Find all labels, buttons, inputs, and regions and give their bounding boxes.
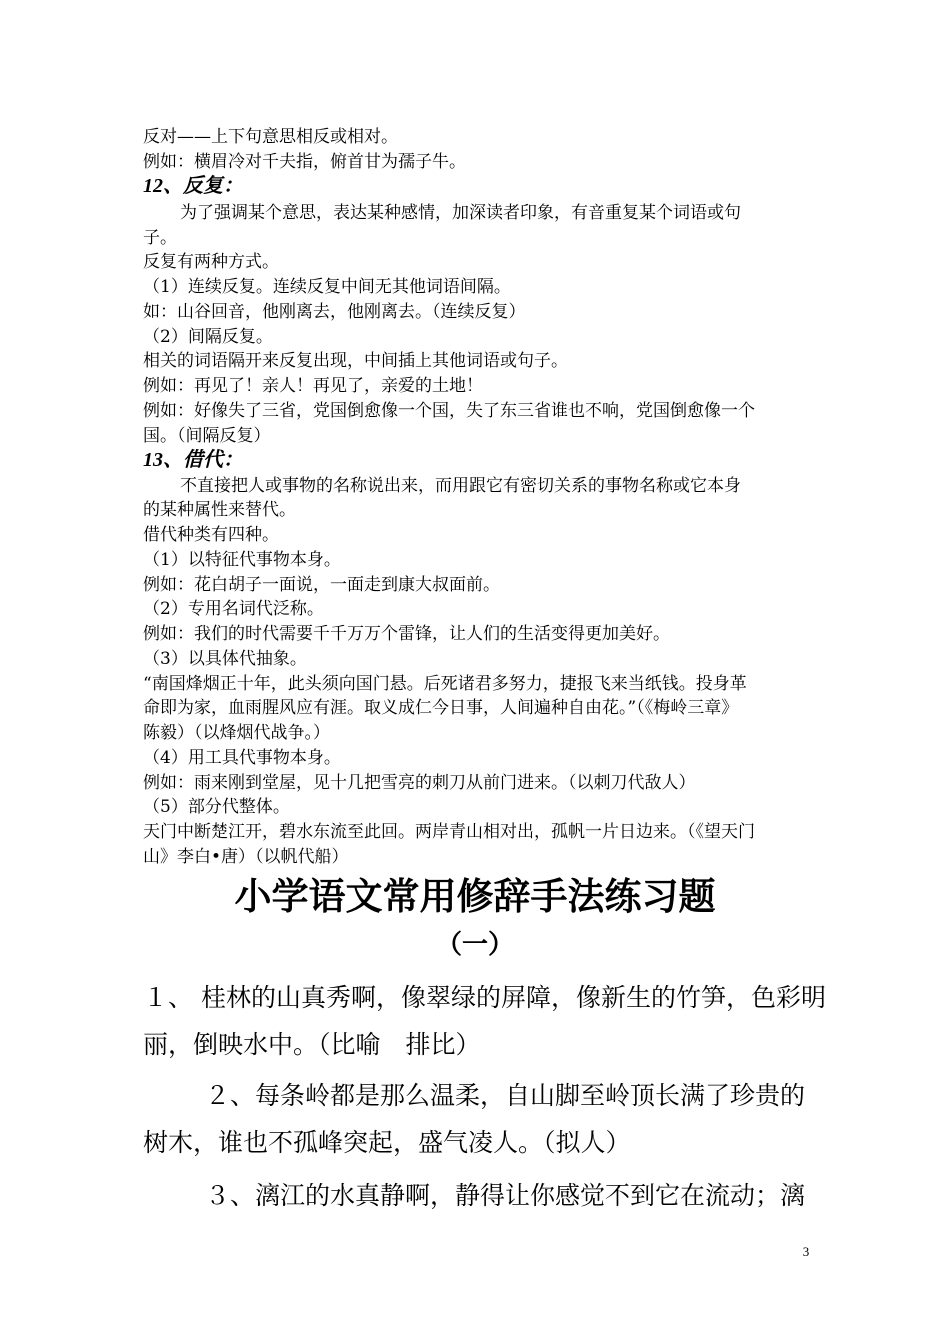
text-line: 相关的词语隔开来反复出现，中间插上其他词语或句子。 (143, 351, 568, 371)
text-line: 陈毅）（以烽烟代战争。） (143, 723, 330, 743)
text-line: （2）间隔反复。 (143, 327, 273, 347)
exercise-subtitle: （一） (435, 930, 514, 960)
exercise-line: 丽，倒映水中。（比喻 排比） (143, 1030, 481, 1059)
text-line: 例如：我们的时代需要千千万万个雷锋，让人们的生活变得更加美好。 (143, 624, 670, 644)
exercise-line: ２、每条岭都是那么温柔，自山脚至岭顶长满了珍贵的 (205, 1081, 806, 1110)
exercise-title: 小学语文常用修辞手法练习题 (234, 875, 716, 918)
section-heading-metonymy: 13、借代： (143, 449, 243, 471)
text-line: 反对——上下句意思相反或相对。 (143, 127, 398, 147)
page-number: 3 (802, 1244, 810, 1259)
text-line: （3）以具体代抽象。 (143, 649, 307, 669)
section-heading-repetition: 12、反复： (143, 175, 243, 197)
text-line: 的某种属性来替代。 (143, 500, 296, 520)
text-line: 如：山谷回音，他刚离去，他刚离去。（连续反复） (143, 302, 526, 322)
text-line: 命即为家，血雨腥风应有涯。取义成仁今日事，人间遍种自由花。”（《梅岭三章》 (143, 698, 739, 718)
text-line: （1）以特征代事物本身。 (143, 550, 341, 570)
text-line: 天门中断楚江开，碧水东流至此回。两岸青山相对出，孤帆一片日边来。（《望天门 (143, 822, 755, 842)
text-line: 例如：横眉冷对千夫指，俯首甘为孺子牛。 (143, 152, 466, 172)
text-line: 为了强调某个意思，表达某种感情，加深读者印象，有音重复某个词语或句 (180, 203, 741, 223)
text-line: “南国烽烟正十年，此头须向国门悬。后死诸君多努力，捷报飞来当纸钱。投身革 (143, 674, 747, 694)
text-line: 借代种类有四种。 (143, 525, 279, 545)
text-line: 山》李白•唐）（以帆代船） (143, 847, 349, 867)
text-line: 子。 (143, 228, 177, 248)
text-line: 国。（间隔反复） (143, 426, 271, 446)
text-line: 例如：雨来刚到堂屋，见十几把雪亮的刺刀从前门进来。（以刺刀代敌人） (143, 773, 696, 793)
exercise-line: ３、漓江的水真静啊，静得让你感觉不到它在流动；漓 (205, 1181, 806, 1210)
text-line: （2）专用名词代泛称。 (143, 599, 324, 619)
text-line: 例如：再见了！亲人！再见了，亲爱的土地！ (143, 376, 483, 396)
text-line: （5）部分代整体。 (143, 797, 290, 817)
text-line: 例如：花白胡子一面说，一面走到康大叔面前。 (143, 575, 500, 595)
text-line: （1）连续反复。连续反复中间无其他词语间隔。 (143, 277, 511, 297)
text-line: （4）用工具代事物本身。 (143, 748, 341, 768)
text-line: 例如：好像失了三省，党国倒愈像一个国，失了东三省谁也不响，党国倒愈像一个 (143, 401, 755, 421)
text-line: 反复有两种方式。 (143, 252, 279, 272)
exercise-line: １、 桂林的山真秀啊，像翠绿的屏障，像新生的竹笋，色彩明 (143, 983, 826, 1012)
exercise-line: 树木，谁也不孤峰突起，盛气凌人。（拟人） (143, 1128, 631, 1157)
text-line: 不直接把人或事物的名称说出来，而用跟它有密切关系的事物名称或它本身 (180, 476, 741, 496)
